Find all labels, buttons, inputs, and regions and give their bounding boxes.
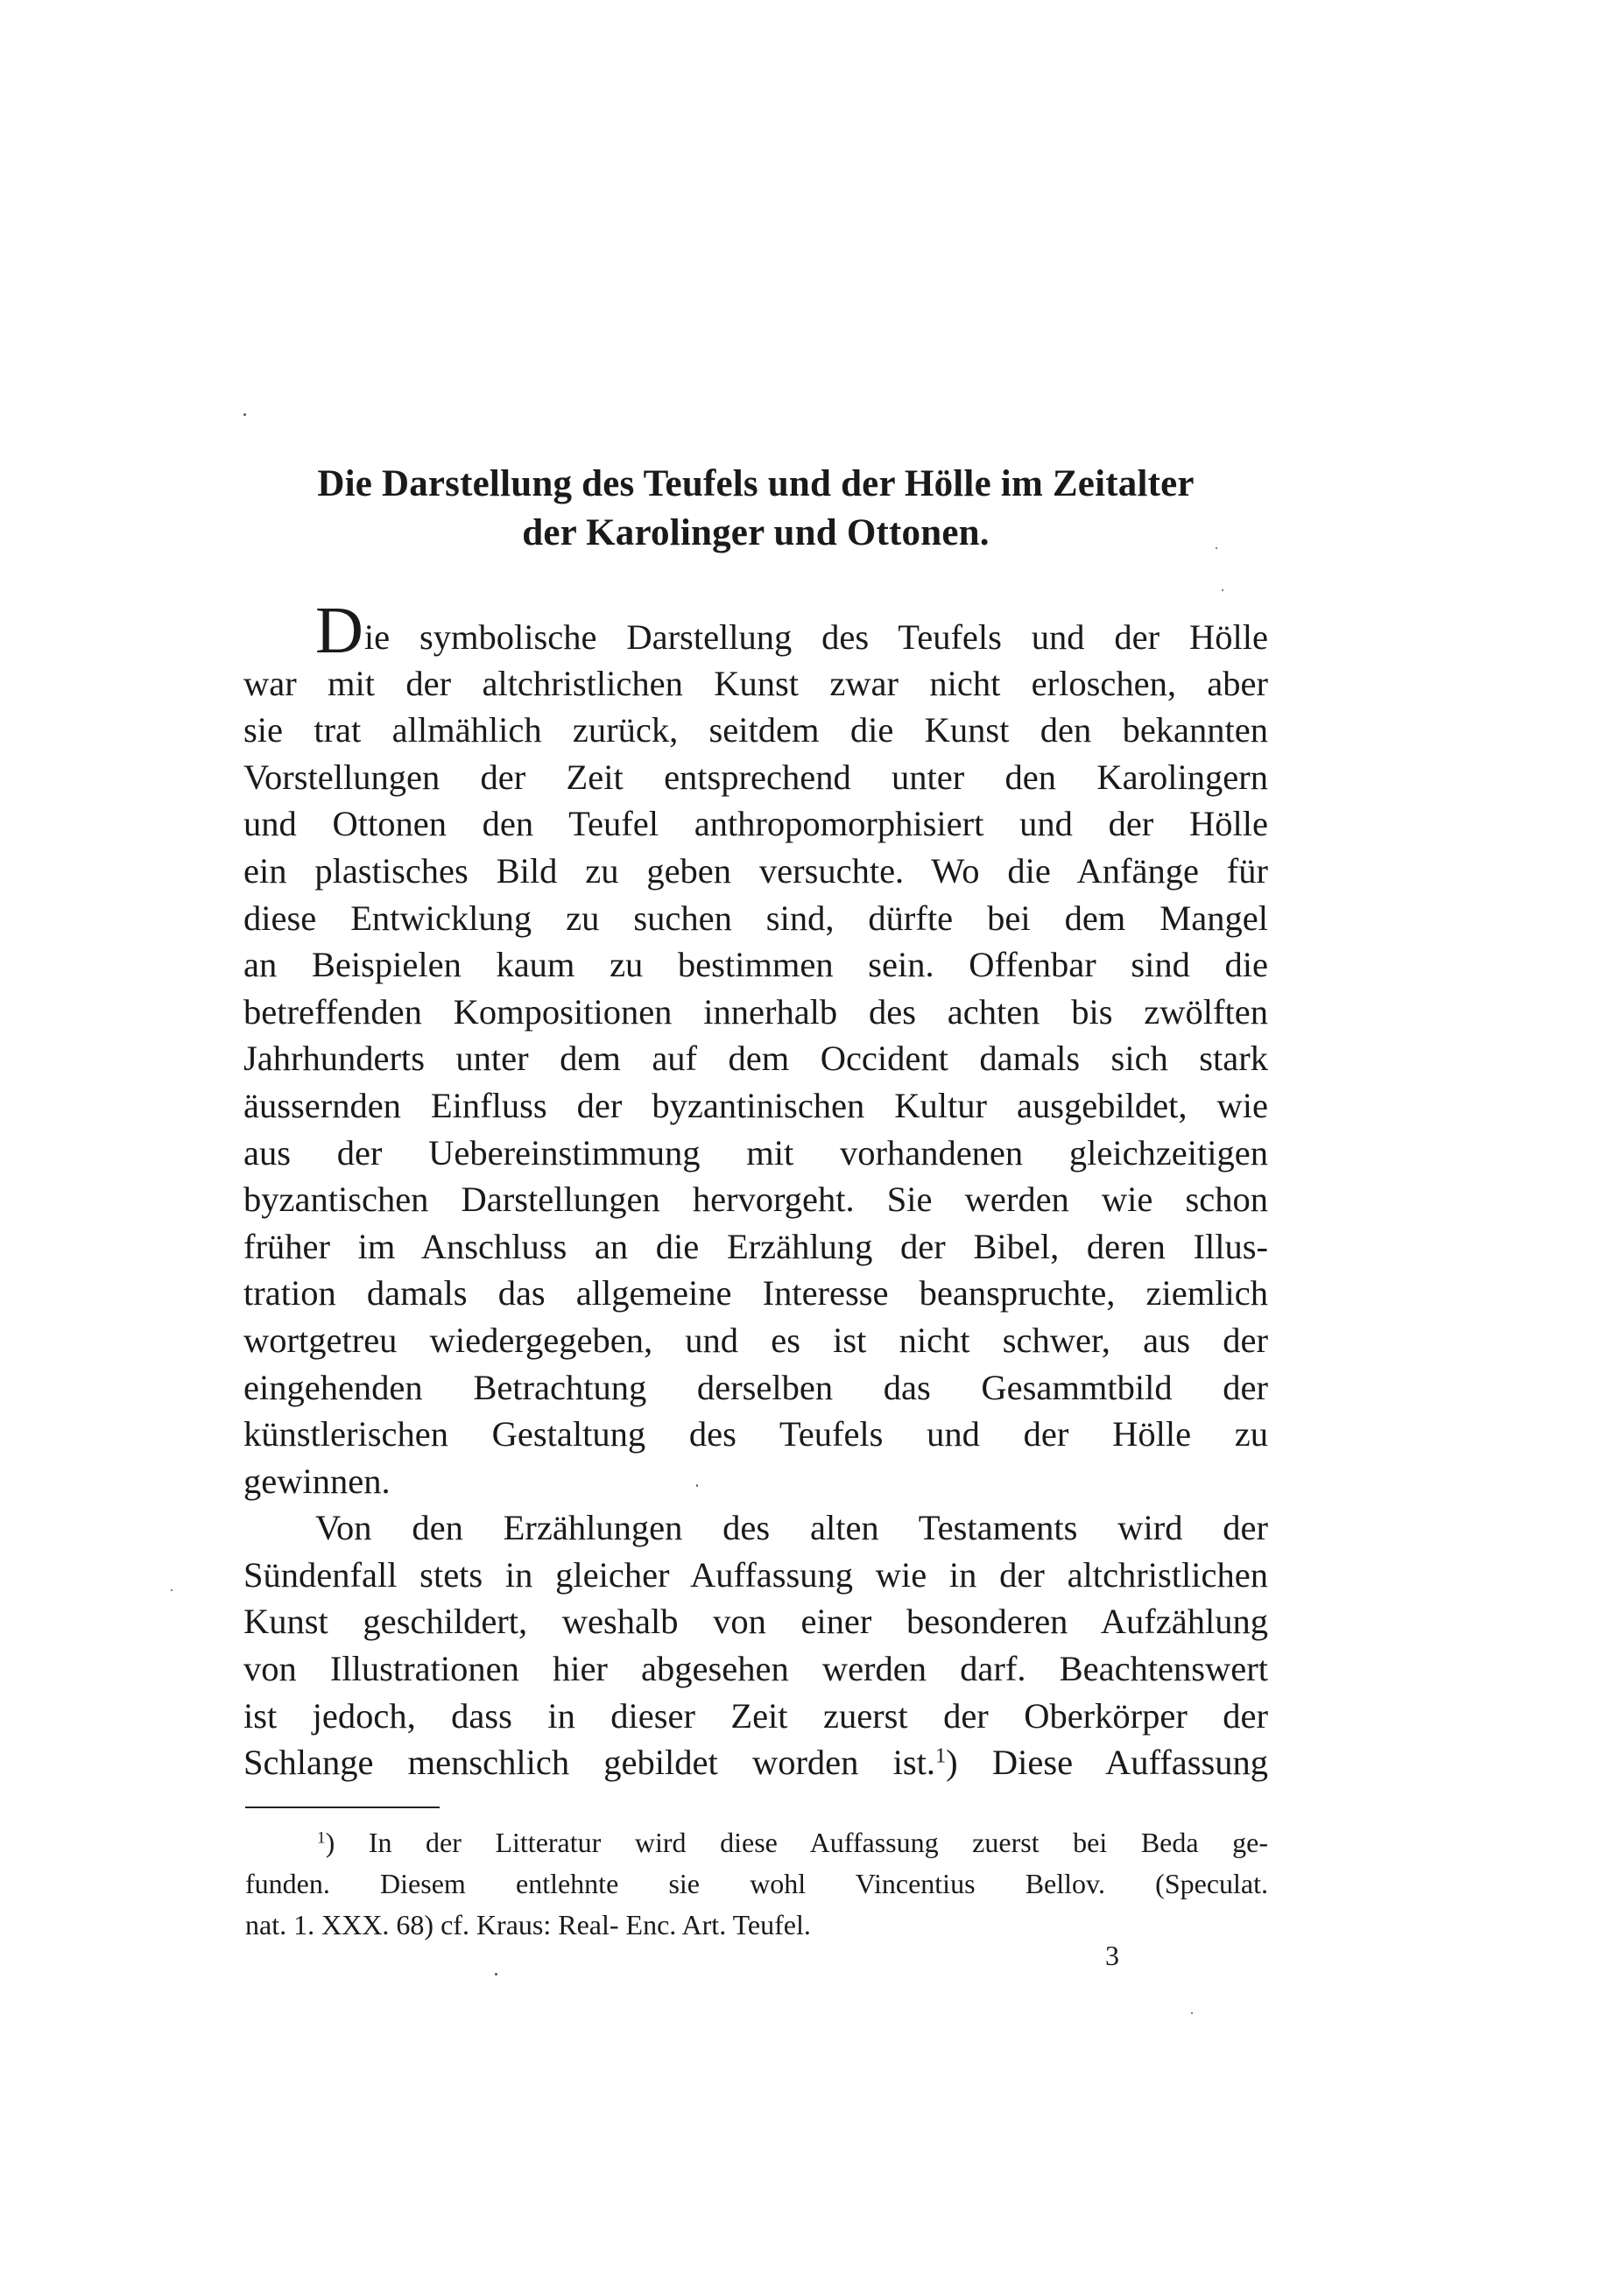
drop-cap: D (315, 594, 363, 667)
text-line: Schlange menschlich gebildet worden ist.$^1$) Diese Auffassung (243, 1743, 1268, 1783)
scan-speck (1222, 589, 1223, 591)
chapter-title-line-1: Die Darstellung des Teufels und der Hölle im Zeitalter (317, 463, 1195, 504)
page-number: 3 (1105, 1940, 1119, 1971)
scan-speck (171, 1589, 173, 1591)
scan-speck (696, 1484, 698, 1487)
text-line: wortgetreu wiedergegeben, und es ist nicht schwer, aus der (243, 1320, 1268, 1360)
text-line: tration damals das allgemeine Interesse beanspruchte, ziemlich (243, 1273, 1268, 1314)
text-line: früher im Anschluss an die Erzählung der Bibel, deren Illus- (243, 1226, 1268, 1266)
text-line: gewinnen. (243, 1461, 391, 1501)
text-line: an Beispielen kaum zu bestimmen sein. Offenbar sind die (243, 945, 1268, 985)
scan-speck (1191, 2012, 1193, 2014)
text-line: ein plastisches Bild zu geben versuchte. Wo die Anfänge für (243, 850, 1268, 891)
footnote-marker: 1 (317, 1828, 326, 1848)
chapter-title-line-2: der Karolinger und Ottonen. (522, 512, 990, 553)
text-line: ist jedoch, dass in dieser Zeit zuerst der Oberkörper der (243, 1695, 1268, 1736)
text-line: war mit der altchristlichen Kunst zwar nicht erloschen, aber (243, 663, 1268, 703)
text-line: Vorstellungen der Zeit entsprechend unter den Karolingern (243, 757, 1268, 797)
text-line: Von den Erzählungen des alten Testaments wird der (315, 1508, 1268, 1548)
footnote-line: $^1$) In der Litteratur wird diese Auffassung zuerst bei Beda ge- (317, 1827, 1268, 1858)
text-line: Sündenfall stets in gleicher Auffassung wie in der altchristlichen (243, 1554, 1268, 1595)
text-line: Kunst geschildert, weshalb von einer besonderen Aufzählung (243, 1602, 1268, 1642)
text-line: betreffenden Kompositionen innerhalb des achten bis zwölften (243, 991, 1268, 1032)
text-line: äussernden Einfluss der byzantinischen Kultur ausgebildet, wie (243, 1085, 1268, 1125)
footnote-separator (245, 1807, 440, 1808)
scan-speck (243, 413, 246, 416)
text-line: diese Entwicklung zu suchen sind, dürfte bei dem Mangel (243, 898, 1268, 938)
chapter-title (243, 460, 1268, 558)
body-text (243, 594, 1268, 1786)
footnote-reference: 1 (935, 1743, 947, 1768)
text-line: von Illustrationen hier abgesehen werden darf. Beachtenswert (243, 1649, 1268, 1689)
text-line: Jahrhunderts unter dem auf dem Occident damals sich stark (243, 1039, 1268, 1079)
footnote-line: nat. 1. XXX. 68) cf. Kraus: Real- Enc. Art. Teufel. (245, 1909, 811, 1940)
footnote (245, 1822, 1268, 1946)
paragraph-2 (243, 1504, 1268, 1786)
scan-speck (1216, 547, 1217, 549)
text-line: aus der Uebereinstimmung mit vorhandenen gleichzeitigen (243, 1132, 1268, 1173)
text-line: künstlerischen Gestaltung des Teufels und der Hölle zu (243, 1414, 1268, 1454)
scan-speck (495, 1973, 497, 1976)
text-line: sie trat allmählich zurück, seitdem die Kunst den bekannten (243, 710, 1268, 750)
text-line: und Ottonen den Teufel anthropomorphisiert und der Hölle (243, 804, 1268, 844)
text-line: eingehenden Betrachtung derselben das Gesammtbild der (243, 1367, 1268, 1407)
text-line: byzantischen Darstellungen hervorgeht. Sie werden wie schon (243, 1180, 1268, 1220)
footnote-line: funden. Diesem entlehnte sie wohl Vincentius Bellov. (Speculat. (245, 1868, 1268, 1899)
text-line: Die symbolische Darstellung des Teufels und der Hölle (315, 594, 1268, 667)
paragraph-1 (243, 594, 1268, 1504)
